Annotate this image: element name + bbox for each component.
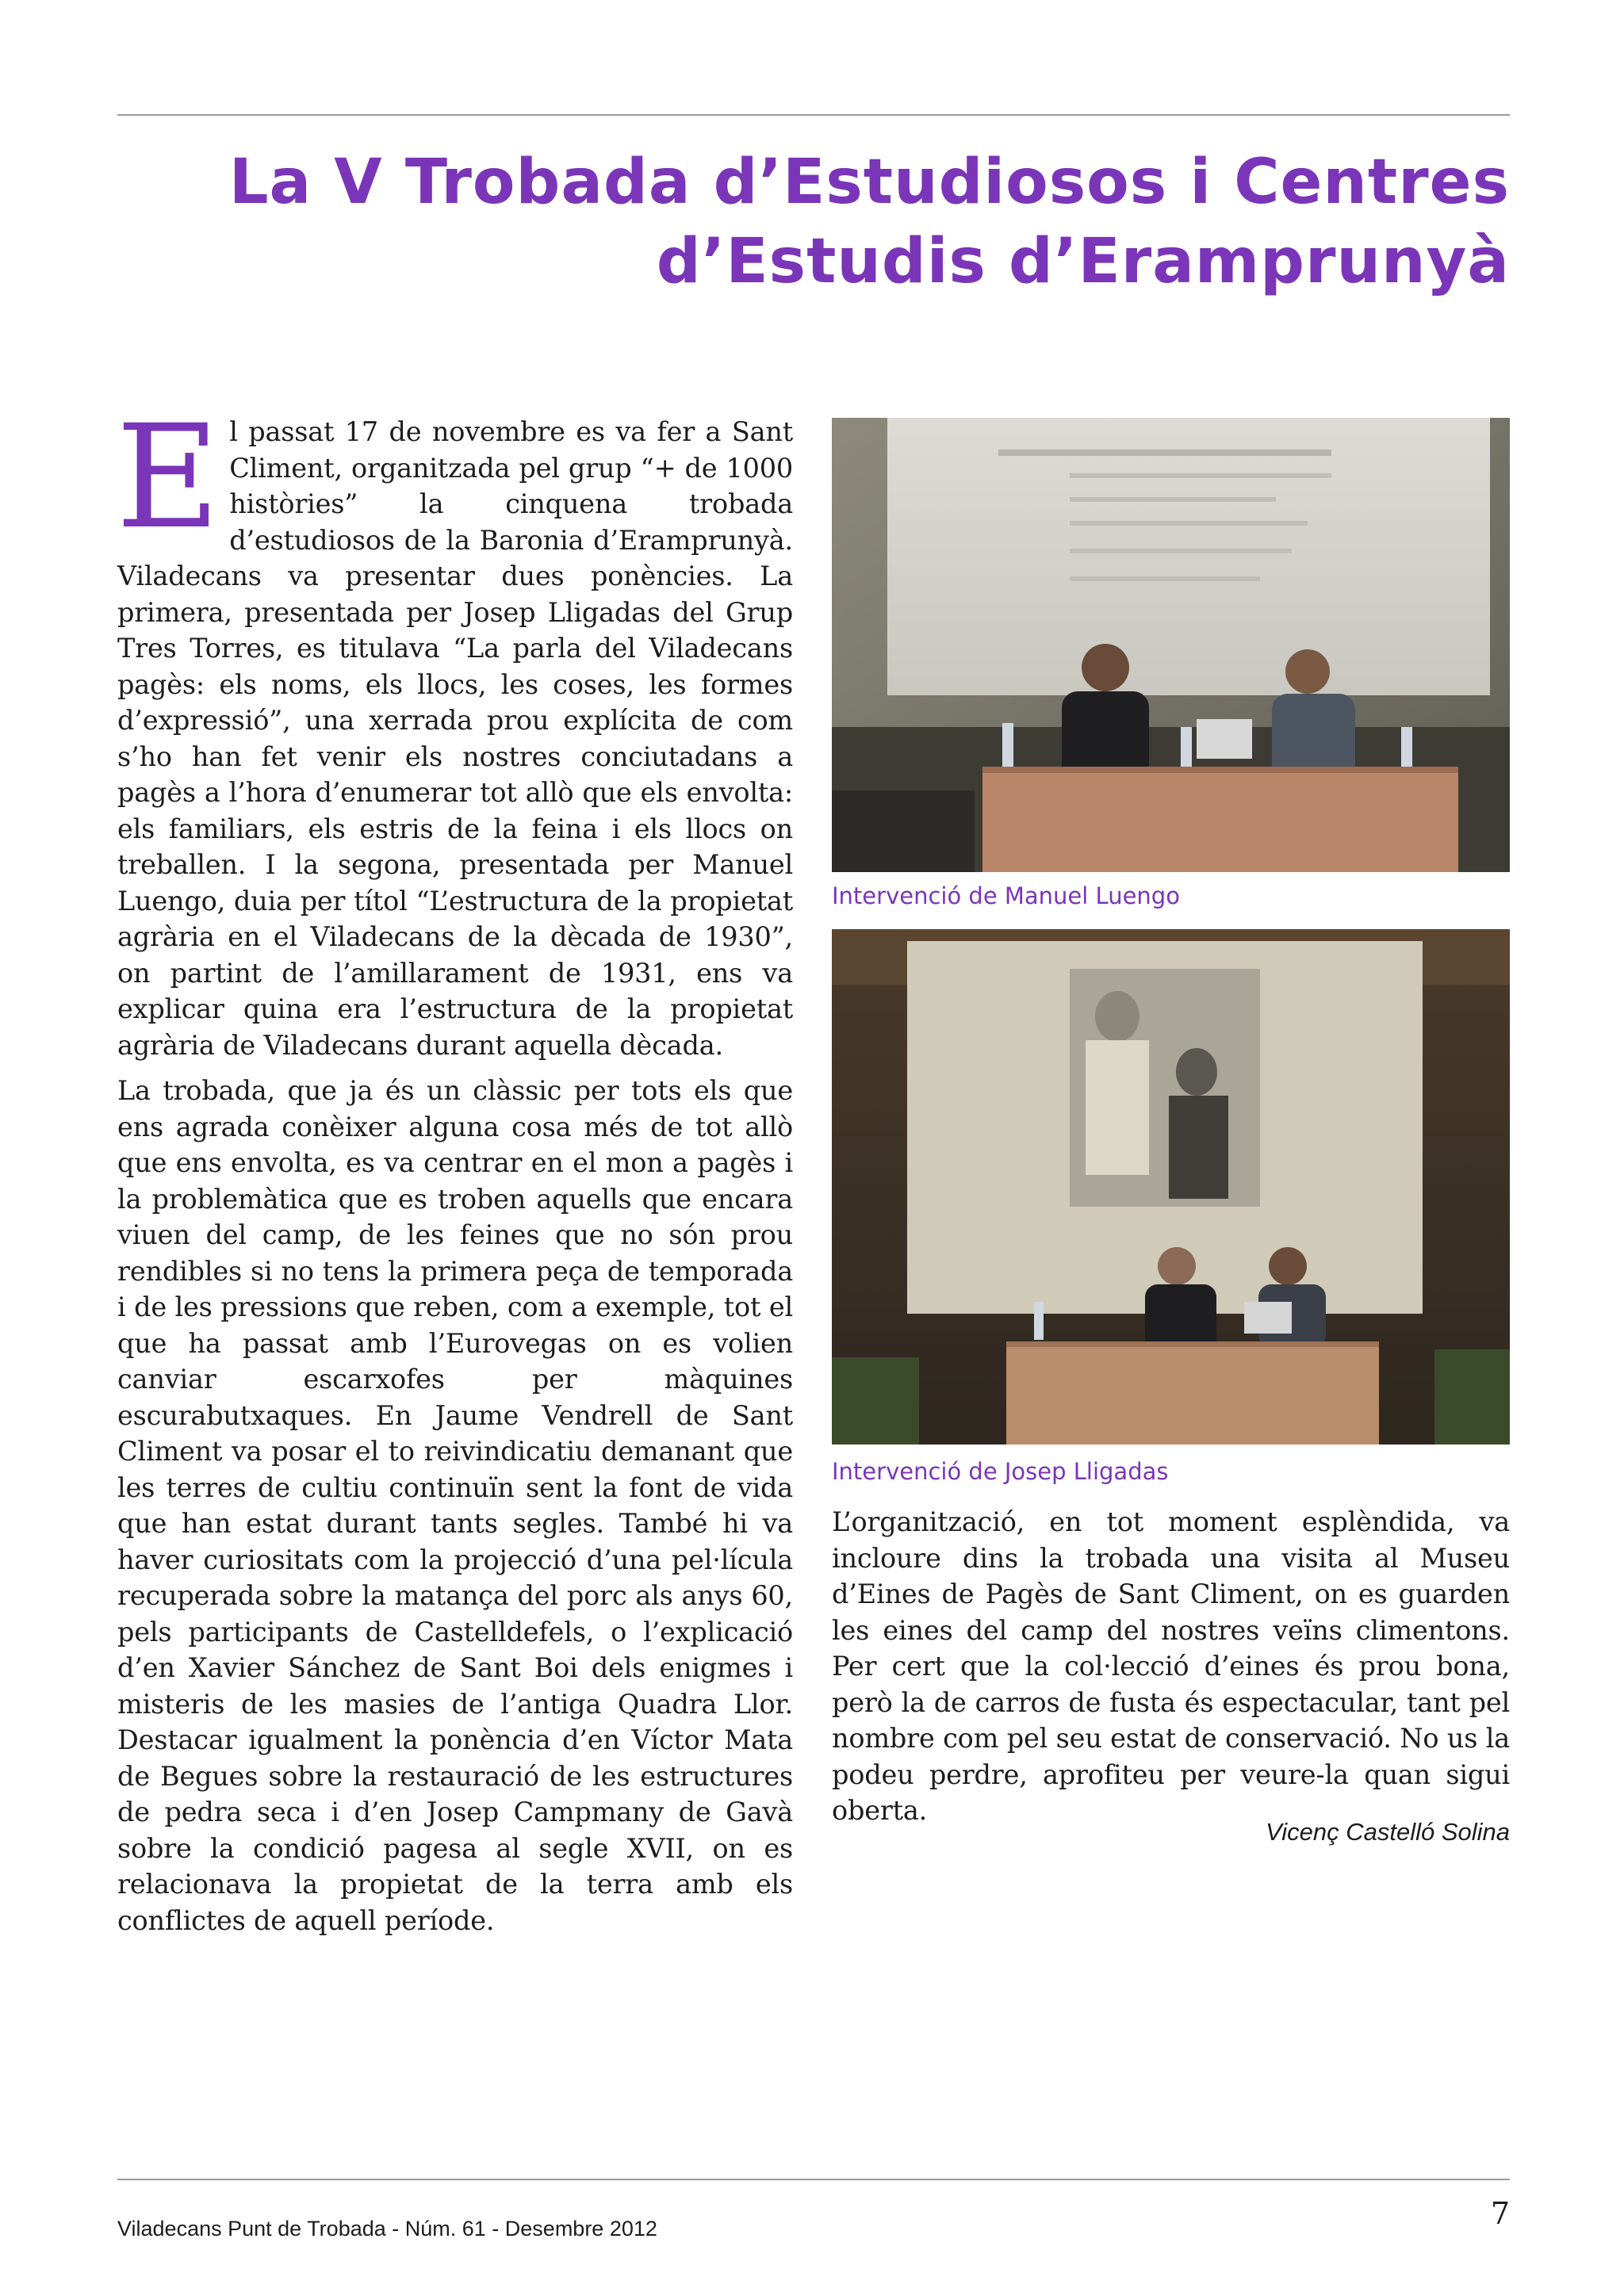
title-line-1: La V Trobada d’Estudiosos i Centres: [228, 147, 1510, 218]
left-column: [116, 395, 793, 1938]
paragraph-1-text: l passat 17 de novembre es va fer a Sant Climent, organitzada pel grup “+ de 1000 històries” la cinquena trobada d’estudiosos de la Baronia d’Eramprunyà. Viladecans va presentar dues ponències. La primera, presentada per Josep Lligadas del Grup Tres Torres, es titulava “La parla del Viladecans pagès: els noms, els llocs, les coses, les formes d’expressió”, una xerrada prou explícita de com s’ho han fet venir els nostres conciutadans a pagès a l’hora d’enumerar tot allò que els envolta: els familiars, els estris de la feina i els llocs on treballen. I la segona, presentada per Manuel Luengo, duia per títol “L’estructura de la propietat agrària en el Viladecans de la dècada de 1930”, on partint de l’amillarament de 1931, ens va explicar quina era l’estructura de la propietat agrària de Viladecans durant aquella dècada.: [117, 416, 793, 1061]
footer-publication: Viladecans Punt de Trobada - Núm. 61 - Desembre 2012: [117, 2217, 657, 2241]
photo-2-illustration: [832, 929, 1510, 1445]
paragraph-1: [116, 395, 793, 1063]
caption-1: Intervenció de Manuel Luengo: [832, 882, 1180, 909]
article-title: [117, 143, 1510, 301]
photo-josep-lligadas: [832, 929, 1510, 1445]
page-number: 7: [1490, 2196, 1510, 2231]
bottom-rule: [117, 2179, 1510, 2180]
paragraph-3: L’organització, en tot moment esplèndida, va incloure dins la trobada una visita al Museu d’Eines de Pagès de Sant Climent, on es guarden les eines del camp del nostres veïns climentons. Per cert que la col·lecció d’eines és prou bona, però la de carros de fusta és espectacular, tant pel nombre com pel seu estat de conservació. No us la podeu perdre, aprofiteu per veure-la quan sigui oberta.: [832, 1506, 1510, 1826]
author-signature: Vicenç Castelló Solina: [1266, 1818, 1510, 1846]
title-line-2: d’Estudis d’Eramprunyà: [656, 226, 1510, 297]
caption-2: Intervenció de Josep Lligadas: [832, 1458, 1169, 1485]
paragraph-2: La trobada, que ja és un clàssic per tots els que ens agrada conèixer alguna cosa més de tot allò que ens envolta, es va centrar en el mon a pagès i la problemàtica que es troben aquells que encara viuen del camp, de les feines que no són prou rendibles si no tens la primera peça de temporada i de les pressions que reben, com a exemple, tot el que ha passat amb l’Eurovegas on es volien canviar escarxofes per màquines escurabutxaques. En Jaume Vendrell de Sant Climent va posar el to reivindicatiu demanant que les terres de cultiu continuïn sent la font de vida que han estat durant tants segles. També hi va haver curiositats com la projecció d’una pel·lícula recuperada sobre la matança del porc als anys 60, pels participants de Castelldefels, o l’explicació d’en Xavier Sánchez de Sant Boi dels enigmes i misteris de les masies de l’antiga Quadra Llor. Destacar igualment la ponència d’en Víctor Mata de Begues sobre la restauració de les estructures de pedra seca i d’en Josep Campmany de Gavà sobre la condició pagesa al segle XVII, on es relacionava la propietat de la terra amb els conflictes de aquell període.: [117, 1075, 793, 1936]
photo-1-illustration: [832, 418, 1510, 872]
drop-cap: E: [116, 395, 220, 561]
right-column-text: [832, 1504, 1510, 1829]
top-rule: [117, 114, 1510, 116]
photo-manuel-luengo: [832, 418, 1510, 872]
